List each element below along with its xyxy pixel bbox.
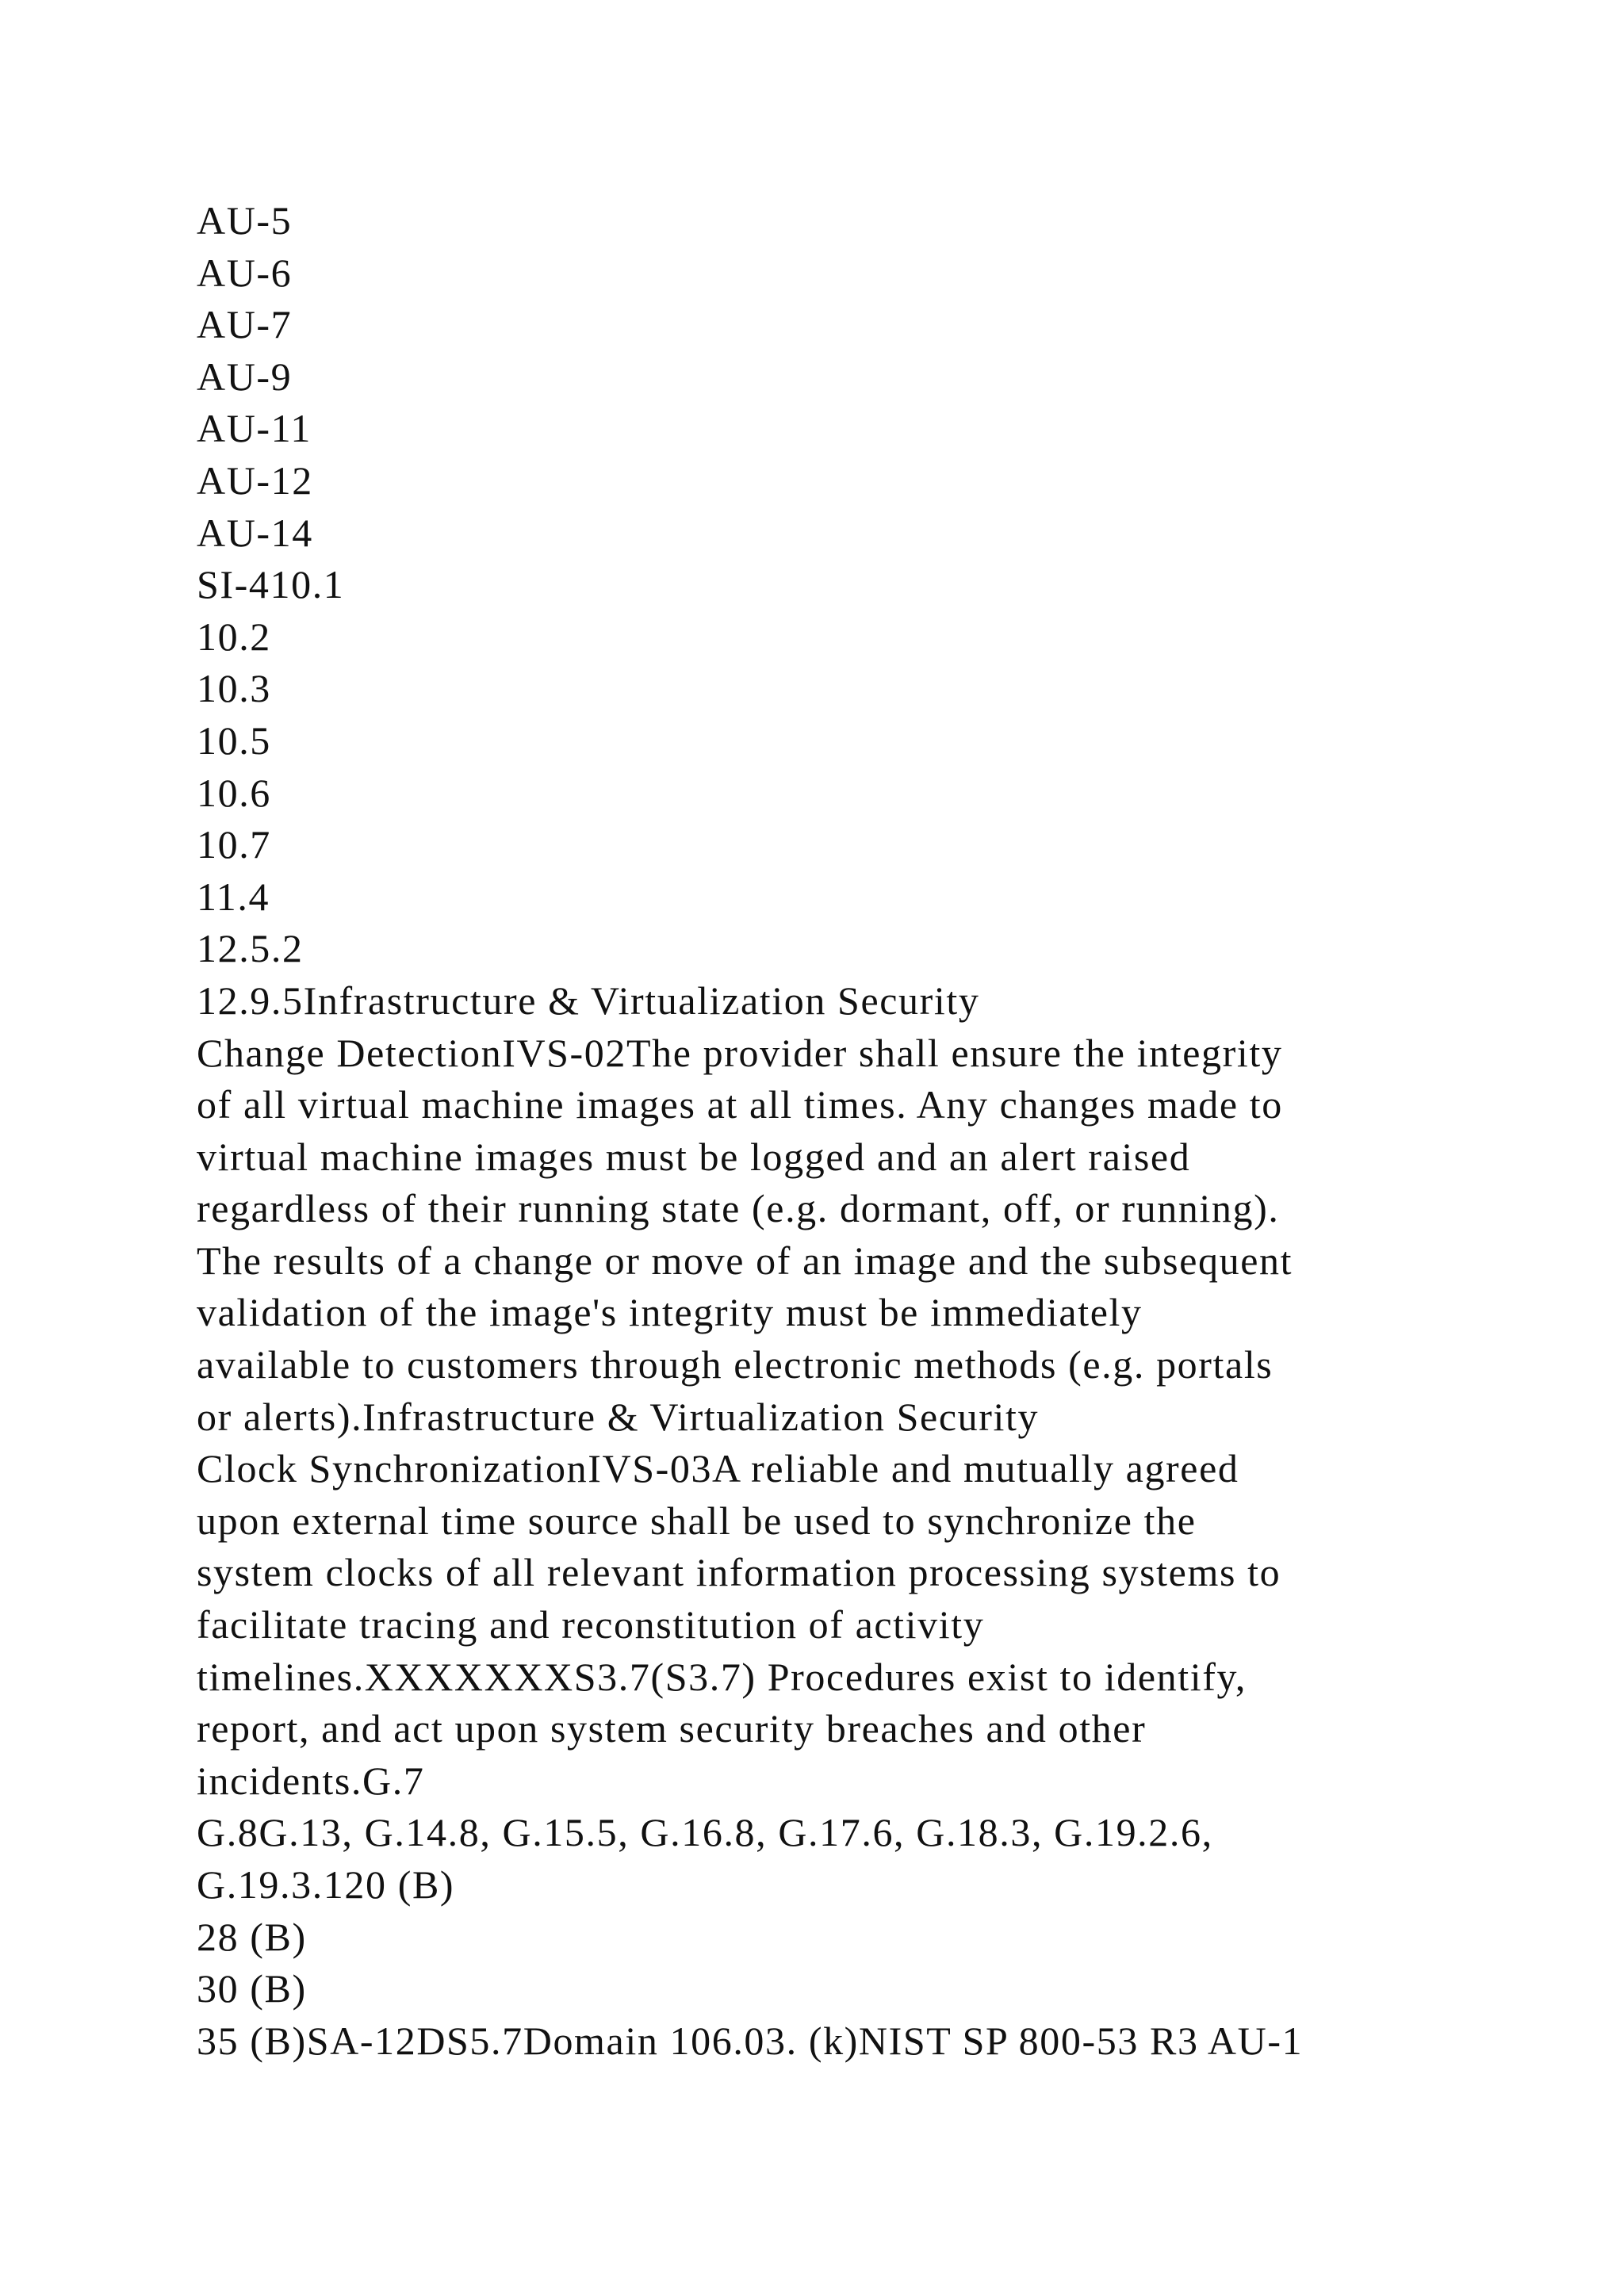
text-line: regardless of their running state (e.g. dormant, off, or running). xyxy=(197,1186,1280,1231)
text-line: AU-7 xyxy=(197,302,293,347)
text-line: The results of a change or move of an image and the subsequent xyxy=(197,1238,1293,1283)
text-line: 10.5 xyxy=(197,718,271,763)
text-line: AU-14 xyxy=(197,510,313,555)
text-line: 10.6 xyxy=(197,770,271,815)
text-line: 11.4 xyxy=(197,874,270,919)
text-line: Clock SynchronizationIVS-03A reliable and mutually agreed xyxy=(197,1446,1239,1491)
text-line: 10.3 xyxy=(197,666,271,711)
text-line: 30 (B) xyxy=(197,1966,307,2011)
text-line: SI-410.1 xyxy=(197,562,345,607)
text-line: Change DetectionIVS-02The provider shall ensure the integrity xyxy=(197,1030,1283,1075)
text-line: timelines.XXXXXXXS3.7(S3.7) Procedures exist to identify, xyxy=(197,1654,1247,1699)
text-line: report, and act upon system security breaches and other xyxy=(197,1706,1147,1751)
text-line: 10.2 xyxy=(197,614,271,659)
text-line: available to customers through electronic methods (e.g. portals xyxy=(197,1342,1274,1387)
text-line: upon external time source shall be used to synchronize the xyxy=(197,1498,1197,1543)
text-line: of all virtual machine images at all times. Any changes made to xyxy=(197,1082,1283,1127)
text-line: G.19.3.120 (B) xyxy=(197,1862,455,1907)
text-line: AU-6 xyxy=(197,250,293,295)
text-line: 28 (B) xyxy=(197,1914,307,1959)
text-line: AU-11 xyxy=(197,406,312,451)
text-line: or alerts).Infrastructure & Virtualization Security xyxy=(197,1394,1040,1439)
text-line: system clocks of all relevant information processing systems to xyxy=(197,1550,1281,1595)
text-line: 12.5.2 xyxy=(197,926,304,971)
text-line: AU-9 xyxy=(197,354,293,399)
text-line: AU-5 xyxy=(197,198,293,243)
text-line: validation of the image's integrity must be immediately xyxy=(197,1290,1143,1335)
text-line: facilitate tracing and reconstitution of activity xyxy=(197,1602,985,1647)
text-line: 10.7 xyxy=(197,822,271,867)
text-line: virtual machine images must be logged and an alert raised xyxy=(197,1134,1191,1179)
text-line: G.8G.13, G.14.8, G.15.5, G.16.8, G.17.6, G.18.3, G.19.2.6, xyxy=(197,1810,1213,1855)
text-line: AU-12 xyxy=(197,457,313,503)
document-body xyxy=(197,195,1545,2067)
text-line: 35 (B)SA-12DS5.7Domain 106.03. (k)NIST SP 800-53 R3 AU-1 xyxy=(197,2018,1304,2063)
text-line: incidents.G.7 xyxy=(197,1758,425,1803)
text-line: 12.9.5Infrastructure & Virtualization Security xyxy=(197,978,980,1023)
